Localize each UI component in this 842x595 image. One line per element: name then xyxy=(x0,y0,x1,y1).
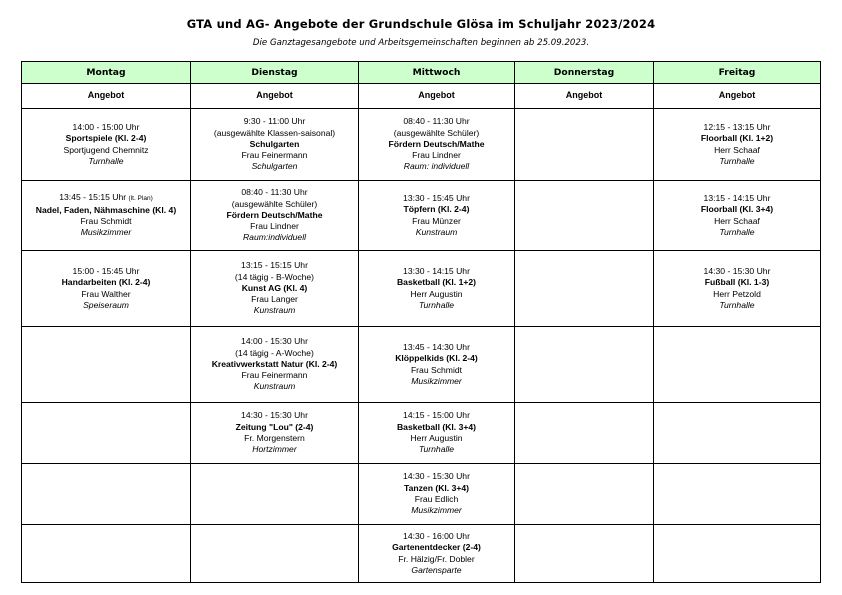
offer-cell-thursday xyxy=(515,181,654,251)
offer-cell-wednesday xyxy=(359,109,515,181)
offer-room xyxy=(361,300,512,311)
offer-room-text: Musikzimmer xyxy=(80,227,132,238)
offer-leader xyxy=(24,145,188,156)
offer-cell-thursday xyxy=(515,525,654,583)
offer-room xyxy=(24,227,188,238)
offer-room xyxy=(656,227,818,238)
offer-note xyxy=(193,128,356,139)
offer-note xyxy=(193,272,356,283)
schedule-row xyxy=(22,109,821,181)
schedule-row xyxy=(22,327,821,403)
offer-room xyxy=(361,161,512,172)
offer-leader-text: Sportjugend Chemnitz xyxy=(63,144,149,155)
offer-note-text: (ausgewählte Schüler) xyxy=(393,127,480,138)
offer-time-text: 14:30 - 15:30 Uhr xyxy=(241,410,308,421)
offer-name-text: Basketball (Kl. 3+4) xyxy=(396,421,477,432)
offer-name xyxy=(193,210,356,221)
day-header-tuesday: Dienstag xyxy=(191,62,359,84)
offer-name-text: Nadel, Faden, Nähmaschine (Kl. 4) xyxy=(35,204,177,215)
offer-name xyxy=(24,205,188,216)
offer-leader xyxy=(24,289,188,300)
offer-name xyxy=(361,353,512,364)
offer-leader xyxy=(656,289,818,300)
offer-leader xyxy=(193,433,356,444)
offer-name-text: Fördern Deutsch/Mathe xyxy=(388,138,485,149)
offer-cell-friday xyxy=(654,181,821,251)
sub-header-friday: Angebot xyxy=(654,84,821,109)
offer-cell-wednesday xyxy=(359,251,515,327)
offer-room-text: Turnhalle xyxy=(719,226,755,237)
offer-time-text: 13:15 - 14:15 Uhr xyxy=(703,192,771,203)
offer-time-text: 14:30 - 15:30 Uhr xyxy=(403,471,470,482)
offer-note xyxy=(193,348,356,359)
day-header-thursday: Donnerstag xyxy=(515,62,654,84)
offer-leader-text: Fr. Hälzig/Fr. Dobler xyxy=(398,553,475,564)
offer-cell-monday xyxy=(22,109,191,181)
offer-room-text: Turnhalle xyxy=(719,155,755,166)
offer-name-text: Töpfern (Kl. 2-4) xyxy=(403,204,470,215)
offer-name-text: Sportspiele (Kl. 2-4) xyxy=(65,133,147,144)
offer-room xyxy=(24,300,188,311)
offer-room xyxy=(656,156,818,167)
sub-header-monday: Angebot xyxy=(22,84,191,109)
offer-leader xyxy=(193,150,356,161)
offer-leader xyxy=(361,494,512,505)
offer-cell-tuesday xyxy=(191,109,359,181)
offer-leader xyxy=(361,289,512,300)
offer-leader-text: Frau Feinermann xyxy=(241,370,308,381)
offer-cell-friday xyxy=(654,464,821,525)
offer-leader-text: Herr Augustin xyxy=(410,433,463,443)
offer-room xyxy=(193,232,356,243)
offer-time xyxy=(193,410,356,421)
offer-room xyxy=(361,444,512,455)
offer-note-text: (ausgewählte Schüler) xyxy=(231,198,318,209)
offer-room xyxy=(361,376,512,387)
offer-time xyxy=(361,531,512,542)
offer-room-text: Turnhalle xyxy=(418,444,455,455)
offer-name xyxy=(193,359,356,370)
offer-cell-monday xyxy=(22,525,191,583)
offer-room xyxy=(193,381,356,392)
sub-header-row xyxy=(22,84,821,109)
offer-room-text: Gartensparte xyxy=(411,564,462,575)
offer-name-text: Kreativwerkstatt Natur (Kl. 2-4) xyxy=(211,358,338,369)
offer-note-text: (14 tägig - A-Woche) xyxy=(235,347,314,358)
day-header-friday: Freitag xyxy=(654,62,821,84)
offer-leader xyxy=(361,554,512,565)
offer-time xyxy=(361,471,512,482)
offer-name xyxy=(656,277,818,288)
schedule-row xyxy=(22,464,821,525)
offer-time-text: 14:30 - 16:00 Uhr xyxy=(403,530,470,541)
page-title: GTA und AG- Angebote der Grundschule Glösa im Schuljahr 2023/2024 xyxy=(186,17,656,31)
offer-leader-text: Frau Lindner xyxy=(250,221,299,232)
offer-note xyxy=(361,128,512,139)
offer-room xyxy=(193,161,356,172)
offer-note-text: (ausgewählte Klassen-saisonal) xyxy=(213,127,336,138)
day-header-wednesday: Mittwoch xyxy=(359,62,515,84)
offer-room-text: Speiseraum xyxy=(83,299,129,310)
offer-leader-text: Frau Schmidt xyxy=(410,364,463,375)
offer-leader-text: Frau Schmidt xyxy=(80,216,132,226)
offer-time-text: 14:00 - 15:00 Uhr xyxy=(72,121,140,132)
offer-room-text: Raum: individuell xyxy=(403,161,470,172)
schedule-row xyxy=(22,181,821,251)
offer-cell-monday xyxy=(22,251,191,327)
offer-name-text: Tanzen (Kl. 3+4) xyxy=(403,482,470,493)
offer-time-text: 13:30 - 15:45 Uhr xyxy=(403,192,470,203)
offer-cell-tuesday xyxy=(191,181,359,251)
offer-time xyxy=(361,410,512,421)
offer-room-text: Musikzimmer xyxy=(411,375,462,386)
offer-room-text: Turnhalle xyxy=(719,299,755,310)
offer-time-text: 14:00 - 15:30 Uhr xyxy=(241,336,308,347)
offer-time xyxy=(361,342,512,353)
offer-time-text: 13:45 - 14:30 Uhr xyxy=(403,341,470,352)
offer-time xyxy=(361,116,512,127)
offer-cell-thursday xyxy=(515,109,654,181)
offer-time xyxy=(24,122,188,133)
offer-time-text: 14:30 - 15:30 Uhr xyxy=(703,265,771,276)
offer-cell-tuesday xyxy=(191,525,359,583)
offer-time xyxy=(193,187,356,198)
offer-room-text: Schulgarten xyxy=(251,161,298,172)
offer-leader xyxy=(656,145,818,156)
schedule-body xyxy=(22,109,821,583)
offer-name-text: Fußball (Kl. 1-3) xyxy=(704,277,770,288)
offer-leader xyxy=(361,216,512,227)
offer-leader-text: Frau Münzer xyxy=(412,215,461,226)
offer-cell-monday xyxy=(22,403,191,464)
offer-time xyxy=(656,266,818,277)
offer-time xyxy=(24,266,188,277)
offer-name-text: Floorball (Kl. 3+4) xyxy=(700,204,774,215)
offer-room-text: Turnhalle xyxy=(418,299,455,310)
offer-cell-tuesday xyxy=(191,403,359,464)
offer-time xyxy=(361,266,512,277)
offer-cell-monday xyxy=(22,464,191,525)
page-subtitle: Die Ganztagesangebote und Arbeitsgemeinschaften beginnen ab 25.09.2023. xyxy=(252,38,590,48)
offer-leader-text: Herr Petzold xyxy=(713,288,761,299)
day-header-monday: Montag xyxy=(22,62,191,84)
offer-note xyxy=(193,199,356,210)
offer-room-text: Musikzimmer xyxy=(411,505,462,516)
offer-cell-wednesday xyxy=(359,525,515,583)
offer-name xyxy=(361,542,512,553)
offer-time-text: 15:00 - 15:45 Uhr xyxy=(72,265,140,276)
offer-cell-tuesday xyxy=(191,464,359,525)
offer-room xyxy=(361,505,512,516)
offer-name-text: Zeitung "Lou" (2-4) xyxy=(235,421,314,432)
offer-room-text: Kunstraum xyxy=(253,305,296,316)
offer-cell-thursday xyxy=(515,327,654,403)
offer-leader xyxy=(361,433,512,444)
offer-leader-text: Frau Lindner xyxy=(412,150,461,161)
offer-cell-tuesday xyxy=(191,327,359,403)
offer-room xyxy=(193,444,356,455)
offer-room-text: Kunstraum xyxy=(253,381,296,392)
offer-room-text: Turnhalle xyxy=(88,155,124,166)
offer-time xyxy=(193,260,356,271)
offer-leader-text: Frau Langer xyxy=(251,294,298,305)
offer-time-text: 08:40 - 11:30 Uhr xyxy=(403,116,470,127)
offer-leader xyxy=(24,216,188,227)
offer-time xyxy=(361,193,512,204)
offer-name xyxy=(193,422,356,433)
offer-name-text: Klöppelkids (Kl. 2-4) xyxy=(395,353,478,364)
offer-room xyxy=(361,565,512,576)
offer-time-text: 08:40 - 11:30 Uhr xyxy=(241,187,308,198)
offer-cell-wednesday xyxy=(359,327,515,403)
offer-leader-text: Herr Augustin xyxy=(410,288,463,299)
offer-note-text: (14 tägig - B-Woche) xyxy=(234,271,315,282)
offer-leader-text: Fr. Morgenstern xyxy=(244,433,305,443)
offer-name xyxy=(656,204,818,215)
schedule-row xyxy=(22,251,821,327)
offer-cell-monday xyxy=(22,327,191,403)
offer-time-text: 14:15 - 15:00 Uhr xyxy=(403,410,470,421)
offer-leader-text: Frau Walther xyxy=(81,288,131,299)
offer-leader xyxy=(193,370,356,381)
offer-cell-thursday xyxy=(515,464,654,525)
offer-leader xyxy=(193,221,356,232)
offer-time xyxy=(656,193,818,204)
offer-time-text: 13:15 - 15:15 Uhr xyxy=(241,260,308,271)
offer-time xyxy=(24,192,188,204)
offer-name-text: Handarbeiten (Kl. 2-4) xyxy=(61,277,151,288)
offer-name-text: Gartenentdecker (2-4) xyxy=(392,542,481,553)
offer-cell-monday xyxy=(22,181,191,251)
day-header-row xyxy=(22,62,821,84)
offer-cell-wednesday xyxy=(359,181,515,251)
sub-header-thursday: Angebot xyxy=(515,84,654,109)
offer-leader-text: Frau Edlich xyxy=(414,494,459,504)
offer-time xyxy=(193,116,356,127)
offer-leader-text: Herr Schaaf xyxy=(714,215,760,226)
offer-room xyxy=(193,305,356,316)
offer-leader xyxy=(361,365,512,376)
offer-cell-friday xyxy=(654,109,821,181)
offer-name xyxy=(361,277,512,288)
offer-room-text: Raum:individuell xyxy=(242,232,307,243)
offer-leader xyxy=(361,150,512,161)
offer-room xyxy=(361,227,512,238)
offer-leader xyxy=(193,294,356,305)
offer-name xyxy=(193,139,356,150)
sub-header-tuesday: Angebot xyxy=(191,84,359,109)
offer-time xyxy=(193,336,356,347)
sub-header-wednesday: Angebot xyxy=(359,84,515,109)
offer-name xyxy=(361,139,512,150)
offer-cell-thursday xyxy=(515,251,654,327)
offer-name xyxy=(656,133,818,144)
offer-room-text: Hortzimmer xyxy=(252,444,297,455)
offer-name xyxy=(24,277,188,288)
offer-room xyxy=(656,300,818,311)
offer-room xyxy=(24,156,188,167)
offer-leader-text: Herr Schaaf xyxy=(714,144,760,155)
schedule-row xyxy=(22,403,821,464)
offer-time xyxy=(656,122,818,133)
offer-time-text: 12:15 - 13:15 Uhr xyxy=(703,121,771,132)
offer-time-note: (lt. Plan) xyxy=(128,195,153,203)
offer-cell-friday xyxy=(654,251,821,327)
offer-name-text: Basketball (Kl. 1+2) xyxy=(396,277,477,288)
offer-leader-text: Frau Feinermann xyxy=(241,150,308,161)
offer-time-text: 13:45 - 15:15 Uhr xyxy=(59,192,127,203)
offer-name xyxy=(361,204,512,215)
offer-time-text: 13:30 - 14:15 Uhr xyxy=(403,265,470,276)
offer-name-text: Fördern Deutsch/Mathe xyxy=(226,209,323,220)
offer-name xyxy=(24,133,188,144)
offer-leader xyxy=(656,216,818,227)
offer-cell-tuesday xyxy=(191,251,359,327)
offer-name xyxy=(361,483,512,494)
offer-cell-thursday xyxy=(515,403,654,464)
offer-cell-friday xyxy=(654,525,821,583)
offer-room-text: Kunstraum xyxy=(415,226,458,237)
offer-name-text: Kunst AG (Kl. 4) xyxy=(241,282,308,293)
offer-name xyxy=(193,283,356,294)
offer-name xyxy=(361,422,512,433)
offer-time-text: 9:30 - 11:00 Uhr xyxy=(243,116,306,127)
schedule-row xyxy=(22,525,821,583)
schedule-table xyxy=(21,61,821,583)
offer-cell-wednesday xyxy=(359,403,515,464)
offer-cell-friday xyxy=(654,327,821,403)
offer-cell-wednesday xyxy=(359,464,515,525)
offer-name-text: Schulgarten xyxy=(249,138,300,149)
offer-name-text: Floorball (Kl. 1+2) xyxy=(700,133,774,144)
offer-cell-friday xyxy=(654,403,821,464)
